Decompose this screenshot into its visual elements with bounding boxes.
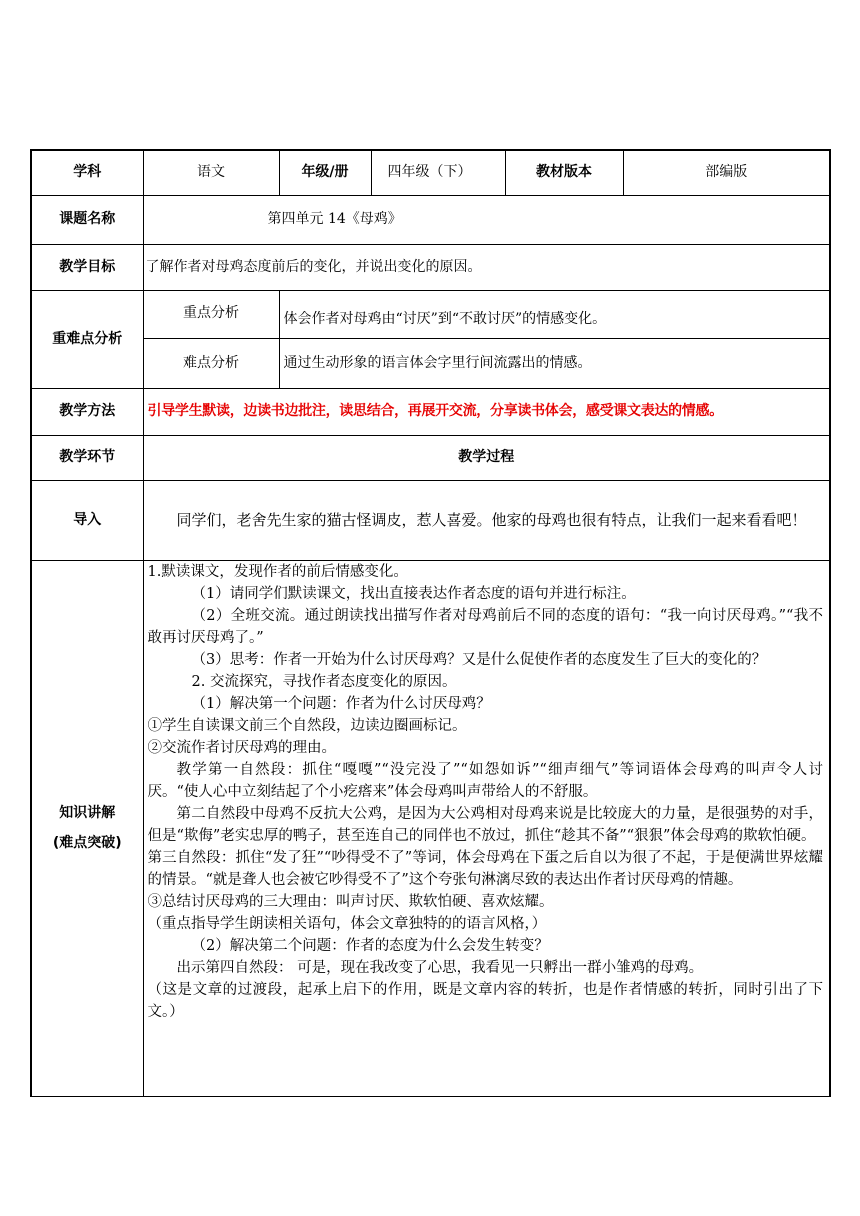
- knowledge-content: [143, 560, 830, 1096]
- knowledge-paragraph: 第二自然段中母鸡不反抗大公鸡，是因为大公鸡相对母鸡来说是比较庞大的力量，是很强势的对手，但是“欺侮”老实忠厚的鸭子，甚至连自己的同伴也不放过，抓住“趁其不备”“狠狠”体会母鸡的欺软怕硬。: [147, 805, 823, 844]
- method-value: 引导学生默读，边读书边批注，读思结合，再展开交流，分享读书体会，感受课文表达的情感。: [143, 388, 830, 435]
- row-title: [31, 195, 830, 244]
- knowledge-paragraph: ①学生自读课文前三个自然段，边读边圈画标记。: [147, 717, 467, 734]
- knowledge-paragraph: （1）请同学们默读课文，找出直接表达作者态度的语句并进行标注。: [191, 585, 636, 602]
- knowledge-paragraph: （1）解决第一个问题：作者为什么讨厌母鸡？: [191, 695, 491, 712]
- row-difficult-point: [31, 338, 830, 388]
- row-goal: [31, 244, 830, 290]
- row-intro: [31, 480, 830, 560]
- knowledge-label-cell: [31, 560, 143, 1096]
- knowledge-paragraph: 1.默读课文，发现作者的前后情感变化。: [147, 563, 408, 580]
- subject-label: 学科: [31, 150, 143, 195]
- knowledge-paragraph: ②交流作者讨厌母鸡的理由。: [147, 739, 336, 756]
- row-key-point: [31, 290, 830, 338]
- knowledge-paragraph: （2）解决第二个问题：作者的态度为什么会发生转变？: [191, 937, 549, 954]
- knowledge-label: 知识讲解: [59, 805, 116, 821]
- intro-cell: [143, 480, 830, 560]
- goal-label: 教学目标: [31, 244, 143, 290]
- title-value: 第四单元 14《母鸡》: [143, 195, 830, 244]
- stage-label: 教学环节: [31, 435, 143, 480]
- grade-value: 四年级（下）: [371, 150, 505, 195]
- edition-label: 教材版本: [505, 150, 623, 195]
- knowledge-paragraph: 第三自然段：抓住“发了狂”“吵得受不了”等词，体会母鸡在下蛋之后自以为很了不起，于是便满世界炫耀的情景。“就是聋人也会被它吵得受不了”这个夸张句淋漓尽致的表达出作者讨厌母鸡的情趣。: [147, 849, 823, 888]
- intro-label: 导入: [31, 480, 143, 560]
- row-stage: [31, 435, 830, 480]
- row-knowledge: [31, 560, 830, 1096]
- row-method: [31, 388, 830, 435]
- knowledge-sublabel: (难点突破): [52, 835, 122, 851]
- difficult-value: 通过生动形象的语言体会字里行间流露出的情感。: [279, 338, 830, 388]
- knowledge-paragraph: （这是文章的过渡段，起承上启下的作用，既是文章内容的转折，也是作者情感的转折，同时引出了下文。）: [147, 981, 823, 1020]
- knowledge-paragraph: （3）思考：作者一开始为什么讨厌母鸡？又是什么促使作者的态度发生了巨大的变化的？: [191, 651, 767, 668]
- key-value: 体会作者对母鸡由“讨厌”到“不敢讨厌”的情感变化。: [279, 290, 830, 338]
- row-subject: [31, 150, 830, 195]
- knowledge-paragraph: （重点指导学生朗读相关语句，体会文章独特的的语言风格，）: [147, 915, 547, 932]
- knowledge-paragraph: 2. 交流探究，寻找作者态度变化的原因。: [191, 673, 457, 690]
- process-label: 教学过程: [143, 435, 830, 480]
- edition-value: 部编版: [623, 150, 830, 195]
- intro-text: 同学们，老舍先生家的猫古怪调皮，惹人喜爱。他家的母鸡也很有特点，让我们一起来看看吧！: [176, 511, 807, 529]
- subject-value: 语文: [143, 150, 279, 195]
- knowledge-paragraph: ③总结讨厌母鸡的三大理由：叫声讨厌、欺软怕硬、喜欢炫耀。: [147, 893, 554, 910]
- difficult-label: 难点分析: [143, 338, 279, 388]
- lesson-plan-table: [30, 149, 831, 1097]
- knowledge-paragraph: 出示第四自然段： 可是，现在我改变了心思，我看见一只孵出一群小雏鸡的母鸡。: [176, 959, 704, 976]
- knowledge-paragraph: 教学第一自然段：抓住“嘎嘎”“没完没了”“如怨如诉”“细声细气”等词语体会母鸡的叫声令人讨厌。“使人心中立刻结起了个小疙瘩来”体会母鸡叫声带给人的不舒服。: [147, 761, 823, 800]
- grade-label: 年级/册: [279, 150, 371, 195]
- goal-value: 了解作者对母鸡态度前后的变化，并说出变化的原因。: [143, 244, 830, 290]
- title-label: 课题名称: [31, 195, 143, 244]
- knowledge-paragraph: （2）全班交流。通过朗读找出描写作者对母鸡前后不同的态度的语句：“我一向讨厌母鸡。”“我不敢再讨厌母鸡了。”: [147, 607, 823, 646]
- key-label: 重点分析: [143, 290, 279, 338]
- method-label: 教学方法: [31, 388, 143, 435]
- keypoints-label: 重难点分析: [31, 290, 143, 388]
